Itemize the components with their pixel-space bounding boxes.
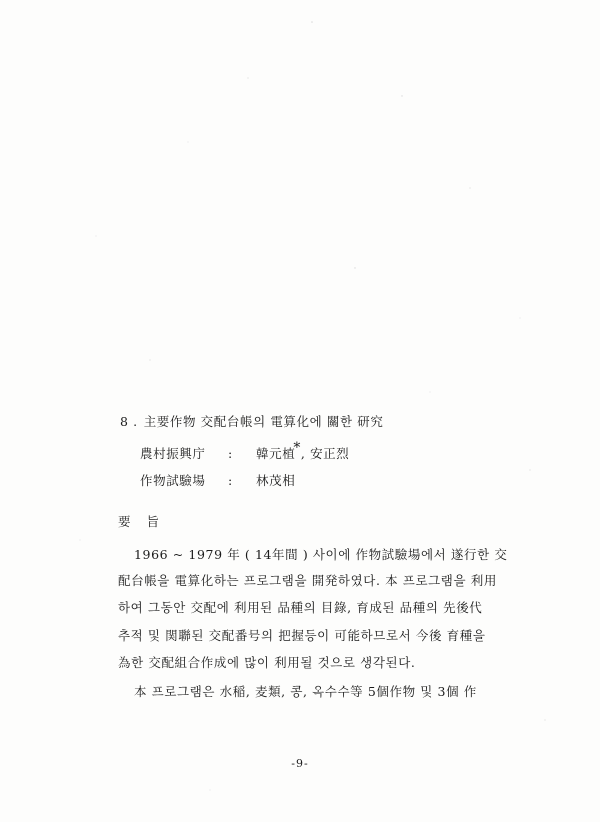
paragraph-line: 추적 및 関聯된 交配番号의 把握등이 可能하므로서 今後 育種을 [118, 628, 486, 643]
paragraph-line: 1966 ~ 1979 年 ( 14年間 ) 사이에 作物試驗場에서 遂行한 交 [134, 547, 508, 562]
paper-title [120, 414, 383, 430]
title-text: 主要作物 交配台帳의 電算化에 關한 研究 [143, 414, 384, 429]
affiliation-org: 農村振興庁 [140, 446, 206, 461]
affiliation-line [140, 440, 350, 462]
paragraph-line: 配台帳을 電算化하는 프로그램을 開発하였다. 本 프로그램을 利用 [118, 573, 497, 588]
paragraph-line: 하여 그동안 交配에 利用된 品種의 目錄, 育成된 品種의 先後代 [118, 600, 483, 615]
affiliation-line [140, 473, 295, 489]
author-name: 韓元植 [256, 446, 296, 461]
colon: : [228, 446, 233, 461]
author-name: 林茂相 [256, 473, 296, 488]
paragraph-line: 為한 交配組合作成에 많이 利用될 것으로 생각된다. [118, 655, 416, 670]
title-number: 8 . [120, 414, 138, 429]
author-names: , 安正烈 [300, 446, 350, 461]
colon: : [228, 473, 233, 488]
affiliation-org: 作物試驗場 [140, 473, 206, 488]
page-number: -9- [291, 757, 309, 770]
paragraph-line: 本 프로그램은 水稲, 麦類, 콩, 옥수수等 5個作物 및 3個 作 [134, 684, 477, 699]
abstract-heading: 要 旨 [118, 514, 165, 529]
corresponding-mark: * [293, 440, 301, 456]
